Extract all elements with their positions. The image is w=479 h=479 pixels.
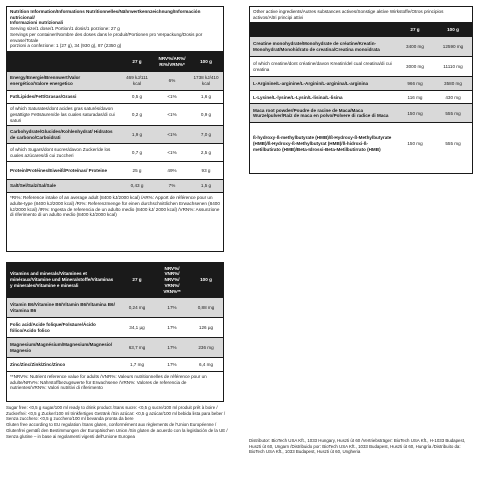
table-row (7, 143, 223, 161)
table-row (7, 179, 223, 192)
row-serving: 0,43 g (130, 183, 144, 189)
row-100g: 555 mg (445, 110, 461, 116)
col-header-serving: 27 g (410, 27, 420, 33)
row-100g: 7,0 g (200, 131, 212, 137)
row-label: Carbohydrate/Glucides/Kohlenhydrat/ Hidratos de carbono/Carboidrati (10, 128, 113, 140)
row-100g: 2,5 g (200, 149, 212, 155)
row-ri: 7% (168, 183, 176, 189)
row-ri: <1% (167, 131, 177, 137)
serving-size-text: Serving size/1 dose/1 Portion/1 dosis/1 porzione: 27 g (10, 26, 120, 32)
row-label: Salt/Sel/Salz/Sal/Sale (10, 183, 56, 189)
row-100g: 6,4 mg (198, 361, 214, 367)
active-ingredients-table (249, 6, 473, 174)
vitamins-column-headers (7, 263, 223, 297)
row-label: Zinc/Zinc/Zink/Zinc/Zinco (10, 361, 66, 367)
row-label: Magnesium/Magnésium/Magnesium/Magnesio/ Magnesio (10, 341, 113, 353)
row-label: of which Saturates/dont acides gras saturés/davon gesättigte Fettsäuren/de las cuales saturadas/di cui saturi (10, 106, 115, 123)
row-label: Folic acid/Acide folique/Folsäure/Ácido fólico/Acido folico (10, 321, 96, 333)
row-serving: 0,7 g (131, 149, 143, 155)
row-serving: 1,7 mg (129, 361, 145, 367)
nutrition-title-line-2: Informazioni nutrizionali (10, 20, 64, 26)
table-row (250, 122, 472, 164)
row-ri: 49% (167, 167, 177, 173)
table-row (250, 56, 472, 76)
servings-per-container-text: Servings per container/Nombre des doses dans le produit/Portionen pro Verpackung/Dosis por envase/Totale (10, 31, 203, 43)
row-nrv: 17% (167, 361, 177, 367)
row-label: Energy/Energie/Brennwert/Valor energético/Valore energetico (10, 75, 81, 87)
row-100g: 555 mg (445, 141, 461, 147)
row-100g: 0,88 mg (197, 304, 215, 310)
table-row (7, 357, 223, 371)
row-ri: <1% (167, 94, 177, 100)
col-header-serving: 27 g (132, 277, 142, 283)
row-100g: 236 mg (198, 344, 214, 350)
row-100g: 0,9 g (200, 111, 212, 117)
row-label: Creatine monohydrate/Monohydrate de créatine/Kreatin-Monohydrat/Monohidrato de creatina/Creatina monoidrata (253, 41, 380, 52)
vitamins-minerals-table (6, 262, 224, 402)
row-label: Maca root powder/Poudre de racine de Maca/Maca Wurzelpulver/Raíz de maca en polvo/Polvere di radice di Maca (253, 107, 389, 119)
active-ingredients-column-headers (250, 22, 472, 36)
row-serving: 150 mg (407, 110, 423, 116)
table-row (7, 317, 223, 337)
table-row (7, 71, 223, 90)
row-serving: 469 kJ/111 kcal (126, 75, 148, 87)
row-100g: 1,5 g (200, 183, 212, 189)
nutrition-column-headers (7, 51, 223, 71)
row-label: Protein/Protéines/Eiweiß/Proteínas/ Proteine (10, 167, 108, 173)
col-header-nrv: NRV%/ VNR%/ NRV%/ VRN%/ VRN%** (163, 265, 181, 294)
row-ri: <1% (167, 149, 177, 155)
row-100g: 1738 kJ/410 kcal (193, 75, 219, 87)
active-ingredients-title-line-2: activos/Altri principi attivi (253, 14, 304, 20)
ri-footnote: *RI%: Reference intake of an average adult (8400 kJ/2000 kcal) /AR%: Apport de référence pour un adulte-type (8400 kJ/2000 kcal) /RI%: Referenzmenge für einen durchschnittlichen Erwachsenen (8400 kJ/2000 kcal) /IR%: Ingesta de referencia de un adulto medio (8400 kJ/ 2000 kcal) /VRN%: Assunzione di riferimento di un adulto medio (8400 kJ/2000 kcal) (7, 192, 223, 220)
row-serving: 1,9 g (131, 131, 143, 137)
vitamins-title: Vitamins and minerals/Vitamines et minéraux/Vitamine und Mineralstoffe/Vitaminas y minerales/Vitamine e minerali (10, 271, 114, 288)
row-100g: 93 g (201, 167, 211, 173)
table-row (7, 297, 223, 317)
row-nrv: 17% (167, 304, 177, 310)
row-100g: 3580 mg (444, 81, 462, 87)
table-row (7, 90, 223, 103)
row-label: of which Sugars/dont sucres/davon Zucker/de los cuales azúcares/di cui zuccheri (10, 146, 111, 158)
row-nrv: 17% (167, 324, 177, 330)
active-ingredients-title-line-1: Other active ingredients/Autres substances actives/Sonstige aktive Wirkstoffe/Otros principios (253, 9, 444, 14)
row-100g: 12590 mg (442, 44, 464, 50)
row-label: L-Arginine/L-arginine/L-Arginin/L-arginina/L-arginina (253, 81, 369, 87)
table-row (250, 76, 472, 90)
row-100g: 430 mg (445, 94, 461, 100)
col-header-100g: 100 g (200, 58, 212, 64)
row-label: ß-hydroxy-ß-methylbutyrate (HMB)/ß-Hydroxy-ß-Methylbutyrate (HMB)/ß-Hydroxy-ß-Methylbutyrat (HMB)/ß-hidroxi-ß-metilbutirato (HMB)/Beta-Idrossi-Beta-Metilbutirrato (HMB) (253, 135, 392, 152)
nutrition-header (7, 7, 223, 51)
row-label: Vitamin B6/Vitamine B6/Vitamin B6/Vitamina B6/ Vitamina B6 (10, 301, 115, 313)
nutrition-title-line-1: Nutrition Information/Informations Nutritionnelles/Nährwertkennzeichnung/Información nutricional/ (10, 9, 201, 20)
distributor-info: Distributor: BioTech USA Kft., 1033 Hungary, Huszti út 60 /Vertriebsträger: BioTech USA Kft., H-1033 Budapest, Huszti út 60, Ungarn /Distribuido por: BioTech USA Kft., 1033 Budapest, Huszti út 60, Hungría /Distribuito da: BioTech USA Kft., 1033 Budapest, Huszti út 60, Ungheria (249, 438, 466, 455)
row-serving: 0,5 g (131, 94, 143, 100)
row-nrv: 17% (167, 344, 177, 350)
table-row (7, 125, 223, 143)
nutrition-table (6, 6, 224, 252)
table-row (7, 161, 223, 179)
row-label: of which creatine/dont créatine/davon Kreatin/del cual creatina/di cui creatina (253, 61, 392, 72)
col-header-100g: 100 g (200, 277, 212, 283)
col-header-ri: NRV%/AR%/ RI%/VRN%* (158, 55, 186, 67)
row-serving: 150 mg (407, 141, 423, 147)
nrv-footnote: **NRV%: Nutrient reference value for adults /VNR%: Valeurs nutritionnelles de référence pour un adulte/NRV%: Nährstoffbezugswerte für Erwachsene /VRN%: Valores de referencia de nutrientes/VRN%: Valori nutritivi di riferimento (7, 371, 223, 393)
row-label: L-Lysine/L-lysine/L-Lysin/L-lisina/L-lisina (253, 94, 343, 100)
table-row (250, 36, 472, 56)
row-100g: 1,6 g (200, 94, 212, 100)
row-serving: 34,1 µg (129, 324, 145, 330)
servings-per-container-text-2: porzioni a confezione: 1 (27 g), 34 (930 g), 87 (2350 g) (10, 43, 122, 49)
row-label: Fat/Lipides/Fett/Grasas/Grassi (10, 94, 77, 100)
row-ri: 6% (168, 78, 176, 84)
active-ingredients-header (250, 7, 472, 22)
col-header-100g: 100 g (447, 27, 459, 33)
row-100g: 126 µg (198, 324, 214, 330)
table-row (7, 103, 223, 125)
row-serving: 116 mg (407, 94, 423, 100)
row-serving: 25 g (132, 167, 142, 173)
row-ri: <1% (167, 111, 177, 117)
table-row (250, 103, 472, 122)
col-header-serving: 27 g (132, 58, 142, 64)
table-row (7, 337, 223, 357)
row-serving: 0,2 g (131, 111, 143, 117)
row-100g: 11110 mg (443, 64, 463, 70)
table-row (250, 90, 472, 103)
row-serving: 3000 mg (406, 64, 424, 70)
row-serving: 966 mg (407, 81, 423, 87)
row-serving: 0,24 mg (128, 304, 146, 310)
sugar-gluten-notes: Sugar free: <0,5 g sugar/100 ml ready to drink product /Sans sucre: <0,5 g sucre/100 ml produit prêt à boire / Zuckerfrei: <0,5 g Zucker/100 ml trinkfertiges Getränk /Sin azúcar: <0,5 g azúcar/100 ml bebida lista para beber / Senza zucchero: <0,5 g zucchero/100 ml bevanda pronta da bere Gluten free according to EU regulation /Sans gluten, conformément aux règlements de l'Union Européenne / Glutenfrei gemäß den Bestimmungen der Europäischen Union /Sin gluten de acuerdo con la legislación de la UE / Senza glutine – in base ai regolamenti vigenti dell'Unione Europea (6, 405, 228, 439)
row-serving: 3400 mg (406, 44, 424, 50)
row-serving: 63,7 mg (128, 344, 146, 350)
